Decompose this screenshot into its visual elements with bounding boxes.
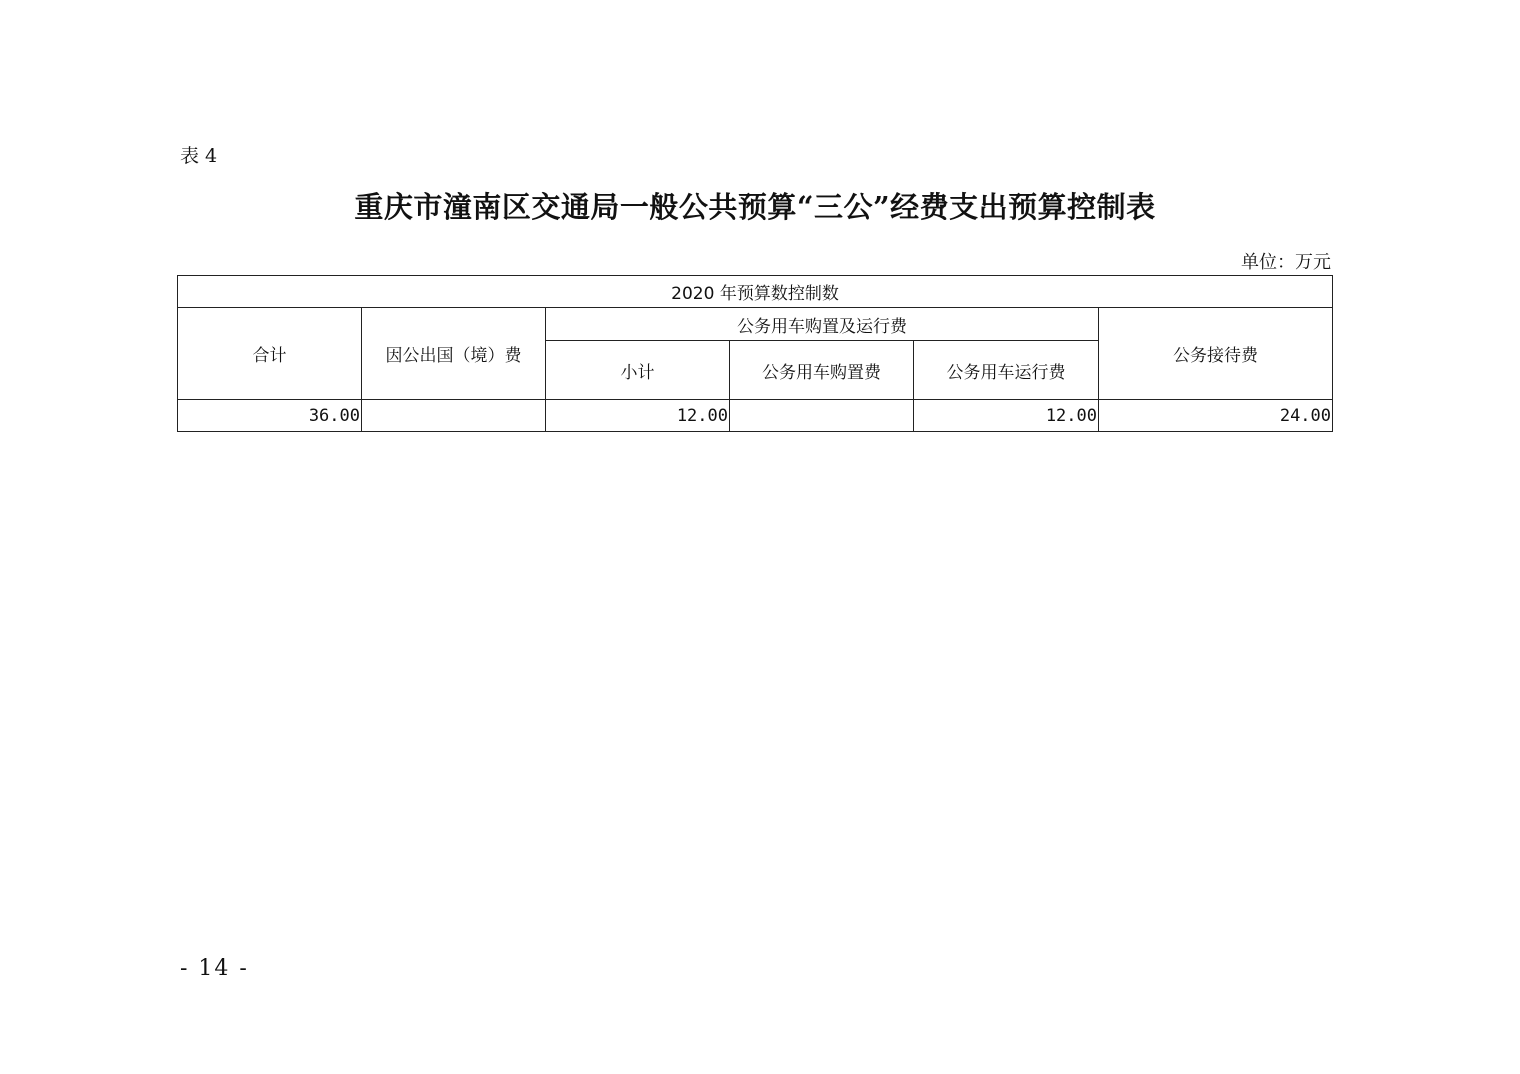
- table-row: [178, 400, 1333, 432]
- table-number-label: 表 4: [180, 145, 218, 167]
- header-vehicle-operation: 公务用车运行费: [914, 341, 1099, 400]
- cell-subtotal: 12.00: [546, 400, 730, 432]
- header-budget-year: 2020 年预算数控制数: [178, 276, 1333, 308]
- budget-control-table: [177, 275, 1333, 432]
- header-vehicle-purchase: 公务用车购置费: [730, 341, 914, 400]
- cell-vehicle-purchase: [730, 400, 914, 432]
- page-number: - 14 -: [180, 956, 249, 981]
- header-total: 合计: [178, 308, 362, 400]
- cell-vehicle-operation: 12.00: [914, 400, 1099, 432]
- cell-total: 36.00: [178, 400, 362, 432]
- header-reception: 公务接待费: [1099, 308, 1333, 400]
- unit-label: 单位：万元: [1241, 252, 1331, 273]
- document-title: 重庆市潼南区交通局一般公共预算“三公”经费支出预算控制表: [354, 190, 1156, 224]
- header-vehicle-group: 公务用车购置及运行费: [546, 308, 1099, 341]
- header-subtotal: 小计: [546, 341, 730, 400]
- cell-overseas: [362, 400, 546, 432]
- table-header-row-year: [178, 276, 1333, 308]
- header-overseas: 因公出国（境）费: [362, 308, 546, 400]
- table-header-row-group: [178, 308, 1333, 341]
- cell-reception: 24.00: [1099, 400, 1333, 432]
